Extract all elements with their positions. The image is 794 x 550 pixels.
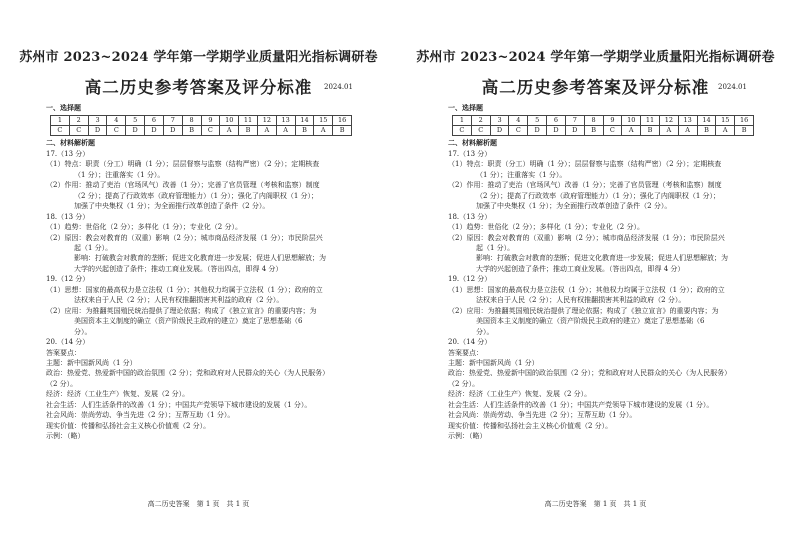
question-number-cell: 1 [51,116,70,126]
answer-cell: D [163,126,182,136]
answer-line: 主题：新中国新风尚（1 分） [448,358,539,367]
exam-title: 苏州市 2023~2024 学年第一学期学业质量阳光指标调研卷 [416,50,775,65]
answer-line: 17.（13 分） [448,149,492,158]
answer-line: （1 分）；注重落实（1 分）。 [74,170,165,179]
answer-line: 19.（12 分） [448,275,492,284]
doc-title: 高二历史参考答案及评分标准 [481,78,710,97]
answer-cell: B [182,126,201,136]
section-choice-title: 一、选择题 [448,103,483,112]
answer-cell: D [490,126,509,136]
answer-line: （1）思想：国家的最高权力是立法权（1 分）；其他权力均属于立法权（1 分）；政府的立 [448,285,725,294]
page-footer: 高二历史答案 第 1 页 共 1 页 [147,500,250,508]
answer-line: （2）作用：推动了吏治（官场风气）改善（1 分）；完善了官员管理（考核和监察）制度 [448,181,722,190]
page-right [397,0,794,550]
exam-date: 2024.01 [324,83,353,91]
doc-title: 高二历史参考答案及评分标准 [84,78,313,97]
answer-line: （1）思想：国家的最高权力是立法权（1 分）；其他权力均属于立法权（1 分）；政府的立 [46,285,323,294]
question-number-cell: 8 [584,116,603,126]
answer-line: 起（1 分）。 [476,243,515,252]
question-number-cell: 11 [641,116,660,126]
question-number-cell: 14 [295,116,314,126]
answer-line: 加强了中央集权（1 分）；为全面推行改革创造了条件（2 分）。 [476,202,672,211]
answer-line: 分）。 [476,327,494,336]
question-number-row [453,116,754,126]
answer-cell: D [547,126,566,136]
answer-line: 20.（14 分） [46,338,90,347]
answer-line: 示例：（略） [46,432,85,441]
answer-cell: A [716,126,735,136]
exam-date: 2024.01 [718,83,747,91]
answer-line: 社会生活：人们生活条件的改善（1 分）；中国共产党领导下城市建设的发展（1 分）。 [448,400,714,409]
answer-cell: B [697,126,716,136]
choice-answer-table [50,115,352,136]
answer-line: （2）应用：为推翻英国殖民统治提供了理论依据；构成了《独立宣言》的重要内容；为 [448,306,719,315]
answer-line: 起（1 分）。 [74,243,113,252]
exam-title: 苏州市 2023~2024 学年第一学期学业质量阳光指标调研卷 [19,50,378,65]
answer-cell: C [51,126,70,136]
question-number-cell: 15 [716,116,735,126]
section-analysis-title: 二、材料解析题 [448,138,497,148]
page-footer: 高二历史答案 第 1 页 共 1 页 [544,500,647,508]
answer-line: （2）作用：推动了吏治（官场风气）改善（1 分）；完善了官员管理（考核和监察）制度 [46,181,320,190]
answer-cell: D [145,126,164,136]
question-number-cell: 4 [107,116,126,126]
question-number-cell: 3 [490,116,509,126]
question-number-cell: 10 [220,116,239,126]
answer-line: （1 分）；注重落实（1 分）。 [476,170,567,179]
answer-cell: B [735,126,754,136]
question-number-cell: 4 [509,116,528,126]
answer-cell: B [641,126,660,136]
answer-line: （2）应用：为推翻英国殖民统治提供了理论依据；构成了《独立宣言》的重要内容；为 [46,306,317,315]
question-number-cell: 14 [697,116,716,126]
question-number-cell: 12 [257,116,276,126]
answer-line: （2 分）。 [46,379,78,388]
question-number-row [51,116,352,126]
answer-cell: C [471,126,490,136]
question-number-cell: 2 [471,116,490,126]
question-number-cell: 9 [603,116,622,126]
answer-line: （2 分）；提高了行政效率（政府管理能力）（1 分）；强化了内阁职权（1 分）； [74,191,319,200]
question-number-cell: 13 [678,116,697,126]
answer-cell: D [88,126,107,136]
answer-line: 现实价值：传播和弘扬社会主义核心价值观（2 分）。 [46,421,211,430]
answer-line: 现实价值：传播和弘扬社会主义核心价值观（2 分）。 [448,421,613,430]
answer-line: 19.（12 分） [46,275,90,284]
answer-line: （2）原因：教会对教育的（双重）影响（2 分）；城市商品经济发展（1 分）；市民阶层兴 [448,233,725,242]
question-number-cell: 5 [528,116,547,126]
answer-cell: A [257,126,276,136]
question-number-cell: 15 [314,116,333,126]
answer-line: （1）特点：职责（分工）明确（1 分）；层层督察与监察（结构严密）（2 分）；定期核查 [46,160,320,169]
answer-line: 17.（13 分） [46,149,90,158]
question-number-cell: 1 [453,116,472,126]
answer-line: 政治：热爱党、热爱新中国的政治氛围（2 分）；党和政府对人民群众的关心（为人民服务） [46,369,330,378]
answer-row [453,126,754,136]
answer-line: 影响：打破教会对教育的垄断；促进文化教育进一步发展；促进人们思想解放；为 [476,254,728,263]
answer-cell: B [333,126,352,136]
answer-line: 影响：打破教会对教育的垄断；促进文化教育进一步发展；促进人们思想解放；为 [74,254,326,263]
question-number-cell: 7 [163,116,182,126]
answer-line: 社会生活：人们生活条件的改善（1 分）；中国共产党领导下城市建设的发展（1 分）。 [46,400,312,409]
question-number-cell: 10 [622,116,641,126]
answer-line: （1）特点：职责（分工）明确（1 分）；层层督察与监察（结构严密）（2 分）；定期核查 [448,160,722,169]
question-number-cell: 9 [201,116,220,126]
answer-line: 答案要点： [46,348,81,357]
answer-line: 18.（13 分） [448,212,492,221]
question-number-cell: 5 [126,116,145,126]
answer-line: 分）。 [74,327,92,336]
answer-line: 大学的兴起创造了条件；推动工商业发展。（答出四点，即得 4 分） [476,264,685,273]
answer-cell: A [220,126,239,136]
answer-line: 大学的兴起创造了条件；推动工商业发展。（答出四点，即得 4 分） [74,264,283,273]
answer-line: 加强了中央集权（1 分）；为全面推行改革创造了条件（2 分）。 [74,202,270,211]
question-number-cell: 6 [547,116,566,126]
question-number-cell: 12 [659,116,678,126]
answer-cell: A [659,126,678,136]
answer-cell: D [565,126,584,136]
question-number-cell: 16 [735,116,754,126]
answer-line: 社会风尚：崇尚劳动、争当先进（2 分）；互帮互助（1 分）。 [46,411,235,420]
answer-line: 美国资本主义制度的确立（资产阶级民主政府的建立）奠定了思想基础（6 [476,317,705,326]
answer-line: 经济：经济（工业生产）恢复、发展（2 分）。 [46,390,190,399]
answer-line: （2 分）。 [448,379,480,388]
answer-line: 示例：（略） [448,432,487,441]
answer-cell: A [314,126,333,136]
section-analysis-title: 二、材料解析题 [46,138,95,148]
answer-cell: A [678,126,697,136]
answer-cell: C [69,126,88,136]
answer-line: （2 分）；提高了行政效率（政府管理能力）（1 分）；强化了内阁职权（1 分）； [476,191,721,200]
answer-line: 法权来自于人民（2 分）；人民有权推翻损害其利益的政府（2 分）。 [74,296,284,305]
analysis-lines [448,149,756,442]
question-number-cell: 11 [239,116,258,126]
answer-line: 法权来自于人民（2 分）；人民有权推翻损害其利益的政府（2 分）。 [476,296,686,305]
analysis-lines [46,149,354,442]
answer-cell: B [295,126,314,136]
answer-content [46,103,354,442]
answer-line: 18.（13 分） [46,212,90,221]
answer-line: （1）趋势：世俗化（2 分）；多样化（1 分）；专业化（2 分）。 [46,223,242,232]
answer-line: 经济：经济（工业生产）恢复、发展（2 分）。 [448,390,592,399]
question-number-cell: 16 [333,116,352,126]
answer-cell: D [528,126,547,136]
answer-content [448,103,756,442]
question-number-cell: 7 [565,116,584,126]
answer-line: 20.（14 分） [448,338,492,347]
answer-cell: A [276,126,295,136]
answer-cell: C [107,126,126,136]
answer-line: （1）趋势：世俗化（2 分）；多样化（1 分）；专业化（2 分）。 [448,223,644,232]
question-number-cell: 13 [276,116,295,126]
answer-row [51,126,352,136]
answer-cell: C [201,126,220,136]
question-number-cell: 6 [145,116,164,126]
answer-cell: D [126,126,145,136]
answer-line: 社会风尚：崇尚劳动、争当先进（2 分）；互帮互助（1 分）。 [448,411,637,420]
answer-cell: C [603,126,622,136]
section-choice-title: 一、选择题 [46,103,81,112]
answer-line: （2）原因：教会对教育的（双重）影响（2 分）；城市商品经济发展（1 分）；市民阶层兴 [46,233,323,242]
question-number-cell: 3 [88,116,107,126]
answer-cell: A [622,126,641,136]
answer-cell: C [453,126,472,136]
answer-line: 美国资本主义制度的确立（资产阶级民主政府的建立）奠定了思想基础（6 [74,317,303,326]
question-number-cell: 2 [69,116,88,126]
question-number-cell: 8 [182,116,201,126]
choice-answer-table [452,115,754,136]
answer-cell: C [509,126,528,136]
answer-cell: B [239,126,258,136]
answer-line: 答案要点： [448,348,483,357]
answer-cell: B [584,126,603,136]
answer-line: 政治：热爱党、热爱新中国的政治氛围（2 分）；党和政府对人民群众的关心（为人民服务） [448,369,732,378]
answer-line: 主题：新中国新风尚（1 分） [46,358,137,367]
